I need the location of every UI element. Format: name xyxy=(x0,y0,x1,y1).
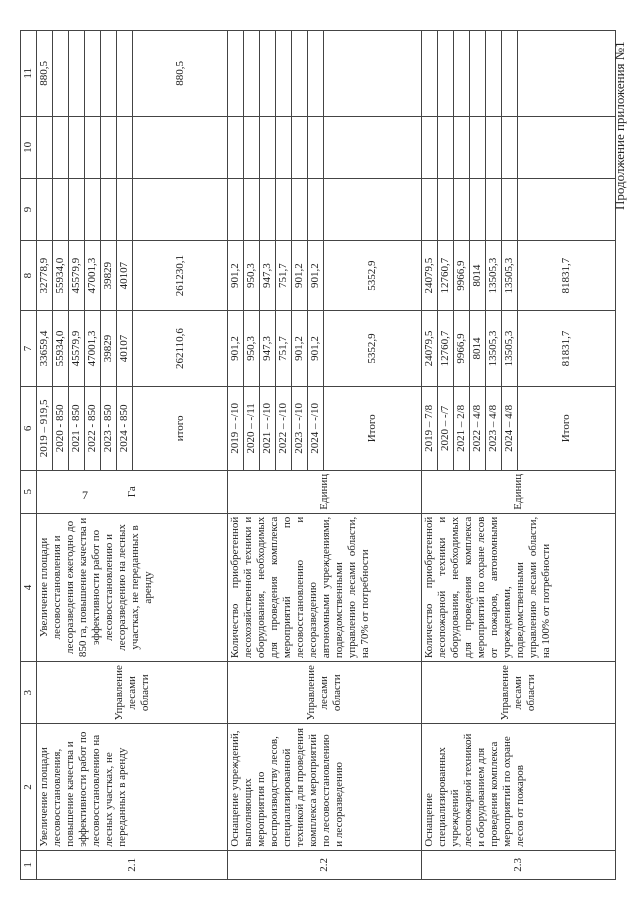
value-col7: 751,7 xyxy=(276,311,292,387)
target-value: 2021 – -/10 xyxy=(260,386,276,470)
col-header: 4 xyxy=(21,513,37,661)
value-col7: 901,2 xyxy=(228,311,244,387)
total-col8: 261230,1 xyxy=(133,240,228,310)
value-col7: 9966,9 xyxy=(454,311,470,387)
program-table xyxy=(20,30,616,880)
value-col8: 9966,9 xyxy=(454,240,470,310)
col-header: 6 xyxy=(21,386,37,470)
target-value: 2020 – -/7 xyxy=(438,386,454,470)
target-value: 2024 – 4/8 xyxy=(502,386,518,470)
value-col7: 901,2 xyxy=(308,311,324,387)
value-col8: 8014 xyxy=(470,240,486,310)
executor: Управление лесами области xyxy=(37,662,228,724)
value-col8: 24079,5 xyxy=(422,240,438,310)
value-col7: 12760,7 xyxy=(438,311,454,387)
measure-name: Увеличение площади лесовосстановления, повышение качества и эффективности работ по лесовосстановлению на лесных участках, не переданных в аренду xyxy=(37,724,228,850)
value-col8: 901,2 xyxy=(308,240,324,310)
value-col7: 39829 xyxy=(101,311,117,387)
target-value: 2022 - 850 xyxy=(85,386,101,470)
value-col8: 39829 xyxy=(101,240,117,310)
target-value: 2022 – 4/8 xyxy=(470,386,486,470)
total-label: итого xyxy=(133,386,228,470)
value-col7: 13505,3 xyxy=(502,311,518,387)
value-col8: 901,2 xyxy=(228,240,244,310)
total-col7: 5352,9 xyxy=(324,311,422,387)
indicator: Количество приобретенной лесопожарной техники и оборудования, необходимых для проведения комплекса мероприятий по охране лесов от пожаров, автономными учреждениями, подведомственными управлению лесами области, на 100% от потребности xyxy=(422,513,616,661)
value-col8: 947,3 xyxy=(260,240,276,310)
value-col8: 32778,9 xyxy=(37,240,53,310)
total-col8: 81831,7 xyxy=(518,240,616,310)
value-col7: 24079,5 xyxy=(422,311,438,387)
value-col8: 950,3 xyxy=(244,240,260,310)
total-label: Итого xyxy=(518,386,616,470)
target-value: 2020 – -/11 xyxy=(244,386,260,470)
value-col7: 40107 xyxy=(117,311,133,387)
target-value: 2022 – -/10 xyxy=(276,386,292,470)
total-label: Итого xyxy=(324,386,422,470)
value-col7: 13505,3 xyxy=(486,311,502,387)
total-col11: 880,5 xyxy=(133,31,228,117)
measure-name: Оснащение учреждений, выполняющих мероприятия по воспроизводству лесов, специализированной техникой для проведения комплекса мероприятий по лесовосстановлению и лесоразведению xyxy=(228,724,422,850)
col-header: 8 xyxy=(21,240,37,310)
target-value: 2024 – -/10 xyxy=(308,386,324,470)
col-header: 9 xyxy=(21,179,37,241)
col-header: 2 xyxy=(21,724,37,850)
row-number: 2.2 xyxy=(228,850,422,879)
total-col7: 81831,7 xyxy=(518,311,616,387)
value-col7: 45579,9 xyxy=(69,311,85,387)
target-value: 2019 – 7/8 xyxy=(422,386,438,470)
total-col7: 262110,6 xyxy=(133,311,228,387)
value-col7: 8014 xyxy=(470,311,486,387)
row-number: 2.1 xyxy=(37,850,228,879)
value-col7: 33659,4 xyxy=(37,311,53,387)
header-row xyxy=(21,31,37,880)
value-col8: 45579,9 xyxy=(69,240,85,310)
value-col7: 47001,3 xyxy=(85,311,101,387)
value-col7: 901,2 xyxy=(292,311,308,387)
target-value: 2019 – 919,5 xyxy=(37,386,53,470)
continuation-caption: Продолжение приложения №1 xyxy=(612,41,627,210)
col-header: 5 xyxy=(21,470,37,513)
measure-name: Оснащение специализированных учреждений лесопожарной техникой и оборудованием для проведения комплекса мероприятий по охране лесов от пожаров xyxy=(422,724,616,850)
page-number: 7 xyxy=(82,488,88,502)
col-header: 10 xyxy=(21,116,37,178)
total-col8: 5352,9 xyxy=(324,240,422,310)
col-header: 3 xyxy=(21,662,37,724)
executor: Управление лесами области xyxy=(422,662,616,724)
table-row xyxy=(228,31,244,880)
value-col8: 47001,3 xyxy=(85,240,101,310)
value-col8: 40107 xyxy=(117,240,133,310)
col-header: 7 xyxy=(21,311,37,387)
col-header: 11 xyxy=(21,31,37,117)
value-col7: 55934,0 xyxy=(53,311,69,387)
value-col8: 751,7 xyxy=(276,240,292,310)
target-value: 2021 - 850 xyxy=(69,386,85,470)
table-row xyxy=(422,31,438,880)
executor: Управление лесами области xyxy=(228,662,422,724)
table-row xyxy=(37,31,53,880)
target-value: 2020 - 850 xyxy=(53,386,69,470)
col-header: 1 xyxy=(21,850,37,879)
value-col7: 950,3 xyxy=(244,311,260,387)
value-col8: 13505,3 xyxy=(502,240,518,310)
target-value: 2024 - 850 xyxy=(117,386,133,470)
target-value: 2021 – 2/8 xyxy=(454,386,470,470)
value-col8: 12760,7 xyxy=(438,240,454,310)
target-value: 2023 - 850 xyxy=(101,386,117,470)
unit: Единиц xyxy=(228,470,422,513)
unit: Га xyxy=(37,470,228,513)
value-col8: 13505,3 xyxy=(486,240,502,310)
target-value: 2019 – -/10 xyxy=(228,386,244,470)
row-number: 2.3 xyxy=(422,850,616,879)
value-col7: 947,3 xyxy=(260,311,276,387)
value-col11: 880,5 xyxy=(37,31,53,117)
target-value: 2023 – -/10 xyxy=(292,386,308,470)
target-value: 2023 – 4/8 xyxy=(486,386,502,470)
unit: Единиц xyxy=(422,470,616,513)
indicator: Увеличение площади лесовосстановления и лесоразведения ежегодно до 850 га, повышение качества и эффективности работ по лесовосстановлению и лесоразведению на лесных участках, не переданных в аренду xyxy=(37,513,228,661)
indicator: Количество приобретенной лесохозяйственной техники и оборудования, необходимых для проведения комплекса мероприятий по лесовосстановлению и лесоразведению автономными учреждениями, подведомственными управлению лесами области, на 70% от потребности xyxy=(228,513,422,661)
value-col8: 55934,0 xyxy=(53,240,69,310)
rotated-content xyxy=(20,30,595,880)
value-col8: 901,2 xyxy=(292,240,308,310)
